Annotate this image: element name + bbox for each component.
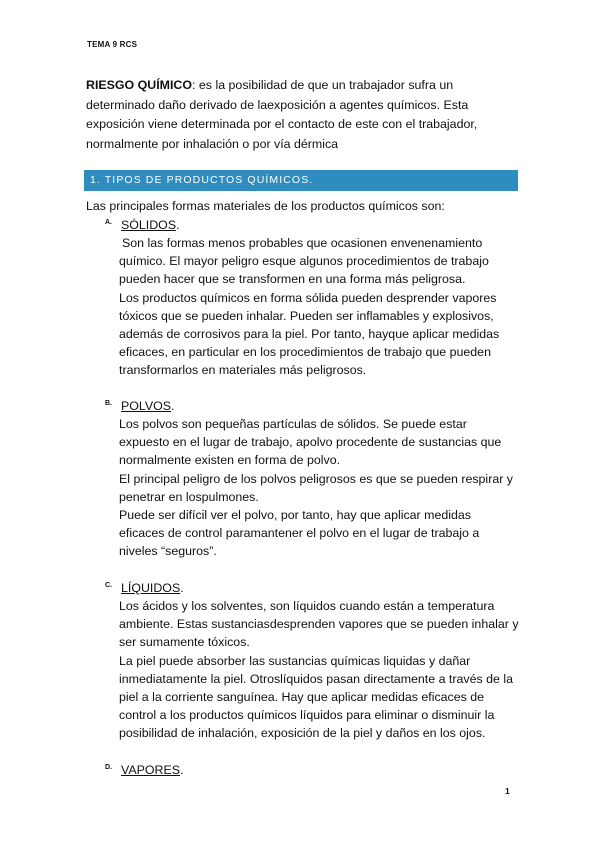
- item-paragraph: Los productos químicos en forma sólida pueden desprender vapores tóxicos que se pueden inhalar. Pueden ser inflamables y explosivos, además de corrosivos para la piel. Por tanto, hayque aplicar medidas eficaces, en particular en los procedimientos de trabajo que pueden transformarlos en materiales más peligrosos.: [119, 290, 500, 378]
- item-title-text: POLVOS: [121, 399, 172, 413]
- item-title-suffix: .: [180, 763, 184, 777]
- intro-definition: : es la posibilidad de que un trabajador sufra un determinado daño derivado de laexposición a agentes químicos. Esta exposición viene determinada por el contacto de este con el trabajador, normalmente por inhalación o por vía dérmica: [86, 78, 478, 151]
- item-body: [119, 597, 519, 743]
- list-marker: B.: [105, 400, 112, 407]
- page-number: 1: [505, 786, 510, 796]
- lead-text: Las principales formas materiales de los productos químicos son:: [86, 199, 445, 213]
- item-body: [119, 234, 519, 380]
- item-title-text: SÓLIDOS: [121, 218, 177, 232]
- section-heading: 1. TIPOS DE PRODUCTOS QUÍMICOS.: [84, 170, 518, 191]
- item-title: [121, 216, 180, 234]
- item-title: [121, 397, 175, 415]
- intro-term: RIESGO QUÍMICO: [86, 78, 193, 92]
- list-marker: A.: [105, 219, 112, 226]
- item-title: [121, 579, 184, 597]
- item-paragraph: La piel puede absorber las sustancias químicas liquidas y dañar inmediatamente la piel. Otroslíquidos pasan directamente a través de la piel a la corriente sanguínea. Hay que aplicar medidas eficaces de control a los productos químicos líquidos para eliminar o disminuir la posibilidad de inhalación, exposición de la piel y daños en los ojos.: [119, 653, 513, 741]
- item-title-text: VAPORES: [121, 763, 180, 777]
- item-paragraph: Los ácidos y los solventes, son líquidos cuando están a temperatura ambiente. Estas sustanciasdesprenden vapores que se pueden inhalar y ser sumamente tóxicos.: [119, 599, 519, 650]
- item-paragraph: Puede ser difícil ver el polvo, por tanto, hay que aplicar medidas eficaces de control paramantener el polvo en el lugar de trabajo a niveles “seguros”.: [119, 508, 480, 559]
- item-paragraph: El principal peligro de los polvos peligrosos es que se pueden respirar y penetrar en lospulmones.: [119, 471, 513, 504]
- item-paragraph: Son las formas menos probables que ocasionen envenenamiento químico. El mayor peligro esque algunos procedimientos de trabajo pueden hacer que se transformen en una forma más peligrosa.: [119, 236, 489, 287]
- item-title-suffix: .: [171, 399, 175, 413]
- list-marker: C.: [105, 582, 112, 589]
- page-header: TEMA 9 RCS: [87, 40, 138, 49]
- item-title-text: LÍQUIDOS: [121, 581, 181, 595]
- item-paragraph: Los polvos son pequeñas partículas de sólidos. Se puede estar expuesto en el lugar de trabajo, apolvo procedente de sustancias que normalmente existen en forma de polvo.: [119, 417, 502, 468]
- item-title: [121, 761, 183, 779]
- item-title-suffix: .: [176, 218, 180, 232]
- item-title-suffix: .: [180, 581, 184, 595]
- intro-paragraph: [86, 76, 516, 154]
- list-marker: D.: [105, 764, 112, 771]
- item-body: [119, 415, 519, 561]
